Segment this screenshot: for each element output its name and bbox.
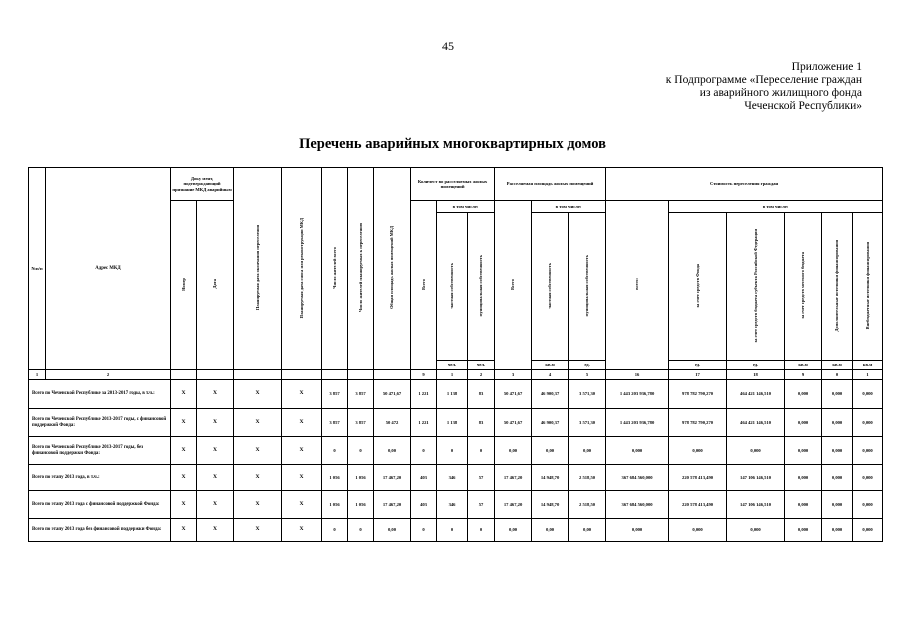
- unit-cell: ед.: [669, 361, 727, 370]
- table-cell: 1 138: [437, 380, 468, 409]
- table-cell: 0,00: [374, 519, 411, 542]
- table-cell: 0: [348, 437, 374, 465]
- table-cell: 0: [348, 519, 374, 542]
- table-cell: 978 782 790,270: [669, 380, 727, 409]
- header-cost-group: Стоимость переселения граждан: [606, 168, 883, 201]
- table-cell: X: [197, 380, 234, 409]
- column-number-cell: 16: [606, 370, 669, 380]
- appendix-line-2: к Подпрограмме «Переселение граждан: [665, 74, 862, 86]
- unit-cell: кв.м: [785, 361, 822, 370]
- table-cell: 0,00: [532, 437, 569, 465]
- table-cell: 46 900,37: [532, 380, 569, 409]
- column-number-cell: [348, 370, 374, 380]
- table-cell: 14 948,70: [532, 465, 569, 491]
- table-cell: 403: [411, 465, 437, 491]
- row-label: Всего по Чеченской Республике 2013-2017 годы, с финансовой поддержкой Фонда:: [29, 409, 171, 437]
- table-cell: X: [282, 437, 322, 465]
- unit-cell: ед.: [569, 361, 606, 370]
- table-cell: 1 138: [437, 409, 468, 437]
- table-row: [29, 519, 883, 542]
- header-planned-demolish: Планируемая дата сноса или реконструкции МКД: [282, 168, 322, 370]
- unit-cell: чел.: [437, 361, 468, 370]
- table-cell: 57: [468, 491, 495, 519]
- header-doc-number: Номер: [171, 201, 197, 370]
- table-cell: X: [234, 491, 282, 519]
- table-cell: 0,00: [495, 437, 532, 465]
- table-cell: 0,000: [785, 380, 822, 409]
- table-row: [29, 465, 883, 491]
- table-cell: 1 056: [322, 465, 348, 491]
- header-planned-end: Планируемая дата окончания переселения: [234, 168, 282, 370]
- table-cell: 0: [322, 437, 348, 465]
- table-cell: 0,00: [374, 437, 411, 465]
- header-area-municipal: муниципальная собственность: [569, 213, 606, 361]
- table-cell: 50 472: [374, 409, 411, 437]
- column-number-cell: 9: [785, 370, 822, 380]
- table-cell: 0: [437, 519, 468, 542]
- table-cell: 0,000: [853, 437, 883, 465]
- table-cell: 978 782 790,270: [669, 409, 727, 437]
- column-number-cell: 17: [669, 370, 727, 380]
- header-area-total: Всего: [495, 201, 532, 370]
- table-cell: 50 471,67: [495, 380, 532, 409]
- table-cell: 220 578 413,490: [669, 465, 727, 491]
- table-cell: 0,000: [853, 409, 883, 437]
- header-rooms-incl: в том числе:: [437, 201, 495, 213]
- table-cell: X: [171, 437, 197, 465]
- table-cell: 464 421 146,510: [727, 380, 785, 409]
- table-cell: X: [282, 519, 322, 542]
- table-cell: 1 221: [411, 409, 437, 437]
- table-cell: 0,000: [606, 437, 669, 465]
- emergency-houses-table: [28, 167, 883, 542]
- row-label: Всего по Чеченской Республике 2013-2017 годы, без финансовой поддержки Фонда:: [29, 437, 171, 465]
- header-residents-planned: Число жителей планируемых к переселению: [348, 168, 374, 370]
- table-cell: 46 900,37: [532, 409, 569, 437]
- table-cell: 0,000: [822, 519, 853, 542]
- column-number-cell: 4: [532, 370, 569, 380]
- table-cell: X: [171, 465, 197, 491]
- table-cell: X: [234, 409, 282, 437]
- table-cell: 83: [468, 409, 495, 437]
- appendix-line-1: Приложение 1: [791, 61, 862, 73]
- row-label: Всего по этапу 2013 года с финансовой поддержкой Фонда:: [29, 491, 171, 519]
- appendix-note: [442, 61, 862, 113]
- table-cell: 1 443 203 936,780: [606, 409, 669, 437]
- table-cell: X: [197, 519, 234, 542]
- table-row: [29, 380, 883, 409]
- table-cell: 0,000: [822, 380, 853, 409]
- unit-cell: кв.м: [822, 361, 853, 370]
- column-number-cell: [234, 370, 282, 380]
- table-cell: 0: [468, 437, 495, 465]
- table-cell: 220 578 413,490: [669, 491, 727, 519]
- row-label: Всего по этапу 2013 года без финансовой поддержки Фонда:: [29, 519, 171, 542]
- column-number-cell: 5: [569, 370, 606, 380]
- table-cell: 0,00: [495, 519, 532, 542]
- page-title: Перечень аварийных многоквартирных домов: [299, 136, 606, 152]
- table-cell: 1 056: [322, 491, 348, 519]
- table-row: [29, 491, 883, 519]
- table-cell: 0,000: [822, 465, 853, 491]
- table-cell: 0: [411, 519, 437, 542]
- header-doc-date: Дата: [197, 201, 234, 370]
- table-cell: 50 471,67: [495, 409, 532, 437]
- table-cell: 0,000: [822, 437, 853, 465]
- header-document-group: Доку мент, подтверждающий признание МКД аварийным: [171, 168, 234, 201]
- column-numbers-row: [29, 370, 883, 380]
- table-cell: 346: [437, 491, 468, 519]
- table-body: [29, 380, 883, 542]
- header-area-incl: в том числе:: [532, 201, 606, 213]
- header-total-area: Общая площадь жилых помещений МКД: [374, 168, 411, 370]
- table-cell: X: [197, 409, 234, 437]
- header-cost-local: за счет средств местного бюджета: [785, 213, 822, 361]
- table-cell: 0,000: [727, 437, 785, 465]
- table-cell: 0,000: [785, 519, 822, 542]
- table-cell: 0,000: [785, 409, 822, 437]
- table-cell: 0,000: [606, 519, 669, 542]
- unit-cell: чел.: [468, 361, 495, 370]
- table-cell: X: [171, 380, 197, 409]
- header-residents-total: Число жителей всего: [322, 168, 348, 370]
- appendix-line-3: из аварийного жилищного фонда: [699, 87, 862, 99]
- table-cell: X: [234, 465, 282, 491]
- column-number-cell: [197, 370, 234, 380]
- table-cell: 1 443 203 936,780: [606, 380, 669, 409]
- table-cell: X: [282, 465, 322, 491]
- table-cell: 147 106 146,510: [727, 491, 785, 519]
- header-num: №п/п: [29, 168, 46, 370]
- table-row: [29, 409, 883, 437]
- table-cell: 14 948,70: [532, 491, 569, 519]
- table-cell: 0: [411, 437, 437, 465]
- table-cell: 0,000: [853, 519, 883, 542]
- table-cell: X: [234, 519, 282, 542]
- table-cell: 83: [468, 380, 495, 409]
- table-cell: 0,000: [822, 409, 853, 437]
- header-cost-republic: за счет средств бюджета субъекта Российской Федерации: [727, 213, 785, 361]
- table-cell: 0,00: [569, 437, 606, 465]
- table-cell: X: [234, 380, 282, 409]
- header-cost-other: Внебюджетные источники финансирования: [853, 213, 883, 361]
- column-number-cell: 18: [727, 370, 785, 380]
- table-cell: 3 857: [348, 409, 374, 437]
- column-number-cell: 1: [29, 370, 46, 380]
- header-cost-total: всего:: [606, 201, 669, 370]
- table-cell: 3 571,30: [569, 380, 606, 409]
- table-cell: 367 684 560,000: [606, 491, 669, 519]
- table-cell: X: [171, 491, 197, 519]
- table-cell: 147 106 146,510: [727, 465, 785, 491]
- table-cell: X: [282, 380, 322, 409]
- column-number-cell: 0: [822, 370, 853, 380]
- table-cell: 0,000: [785, 465, 822, 491]
- table-cell: 0: [468, 519, 495, 542]
- row-label: Всего по Чеченской Республике за 2013-2017 годы, в т.ч.:: [29, 380, 171, 409]
- column-number-cell: 1: [853, 370, 883, 380]
- column-number-cell: 9: [411, 370, 437, 380]
- column-number-cell: [374, 370, 411, 380]
- unit-cell: кв.м: [853, 361, 883, 370]
- column-number-cell: 1: [437, 370, 468, 380]
- appendix-line-4: Чеченской Республики»: [744, 100, 862, 112]
- table-cell: 464 421 146,510: [727, 409, 785, 437]
- table-cell: 0,000: [785, 491, 822, 519]
- table-cell: 1 056: [348, 491, 374, 519]
- table-cell: X: [282, 409, 322, 437]
- table-cell: 0,00: [532, 519, 569, 542]
- table-cell: 17 467,20: [495, 465, 532, 491]
- table-cell: 0,000: [727, 519, 785, 542]
- table-cell: 0: [437, 437, 468, 465]
- table-cell: 2 518,50: [569, 465, 606, 491]
- page-number: 45: [442, 39, 454, 53]
- table-cell: 3 857: [322, 380, 348, 409]
- table-row: [29, 437, 883, 465]
- unit-cell: ед.: [727, 361, 785, 370]
- header-rooms-total: Всего: [411, 201, 437, 370]
- table-cell: 17 467,20: [374, 491, 411, 519]
- table-cell: 3 857: [322, 409, 348, 437]
- row-label: Всего по этапу 2013 года, в т.ч.:: [29, 465, 171, 491]
- header-rooms-private: частная собственность: [437, 213, 468, 361]
- table-cell: 0,000: [785, 437, 822, 465]
- header-address: Адрес МКД: [46, 168, 171, 370]
- table-cell: 367 684 560,000: [606, 465, 669, 491]
- header-rooms-group: Количест во расселяемых жилых помещений: [411, 168, 495, 201]
- table-cell: X: [197, 491, 234, 519]
- table-cell: 0,000: [853, 491, 883, 519]
- table-cell: 2 518,50: [569, 491, 606, 519]
- table-cell: 0,000: [853, 465, 883, 491]
- column-number-cell: [322, 370, 348, 380]
- table-cell: 0,000: [669, 519, 727, 542]
- header-rooms-municipal: муниципальная собственность: [468, 213, 495, 361]
- table-cell: 17 467,20: [495, 491, 532, 519]
- table-cell: 0,000: [853, 380, 883, 409]
- column-number-cell: [171, 370, 197, 380]
- column-number-cell: 2: [468, 370, 495, 380]
- table-cell: 0,00: [569, 519, 606, 542]
- table-cell: X: [171, 409, 197, 437]
- table-cell: X: [234, 437, 282, 465]
- table-cell: 57: [468, 465, 495, 491]
- header-cost-incl: в том числе:: [669, 201, 883, 213]
- table-cell: 346: [437, 465, 468, 491]
- table-cell: 0,000: [822, 491, 853, 519]
- column-number-cell: 2: [46, 370, 171, 380]
- column-number-cell: 3: [495, 370, 532, 380]
- table-cell: X: [197, 465, 234, 491]
- table-cell: 1 056: [348, 465, 374, 491]
- header-cost-extra: Дополнительные источники финансирования: [822, 213, 853, 361]
- table-cell: 0,000: [669, 437, 727, 465]
- table-cell: 403: [411, 491, 437, 519]
- header-area-group: Расселяемая площадь жилых помещений: [495, 168, 606, 201]
- table-cell: X: [197, 437, 234, 465]
- header-area-private: частная собственность: [532, 213, 569, 361]
- table-cell: 17 467,20: [374, 465, 411, 491]
- table-cell: X: [171, 519, 197, 542]
- table-cell: 0: [322, 519, 348, 542]
- table-cell: 3 571,30: [569, 409, 606, 437]
- table-cell: 1 221: [411, 380, 437, 409]
- table-cell: X: [282, 491, 322, 519]
- table-cell: 3 857: [348, 380, 374, 409]
- unit-cell: кв.м: [532, 361, 569, 370]
- header-cost-fund: за счет средств Фонда: [669, 213, 727, 361]
- column-number-cell: [282, 370, 322, 380]
- table-cell: 50 471,67: [374, 380, 411, 409]
